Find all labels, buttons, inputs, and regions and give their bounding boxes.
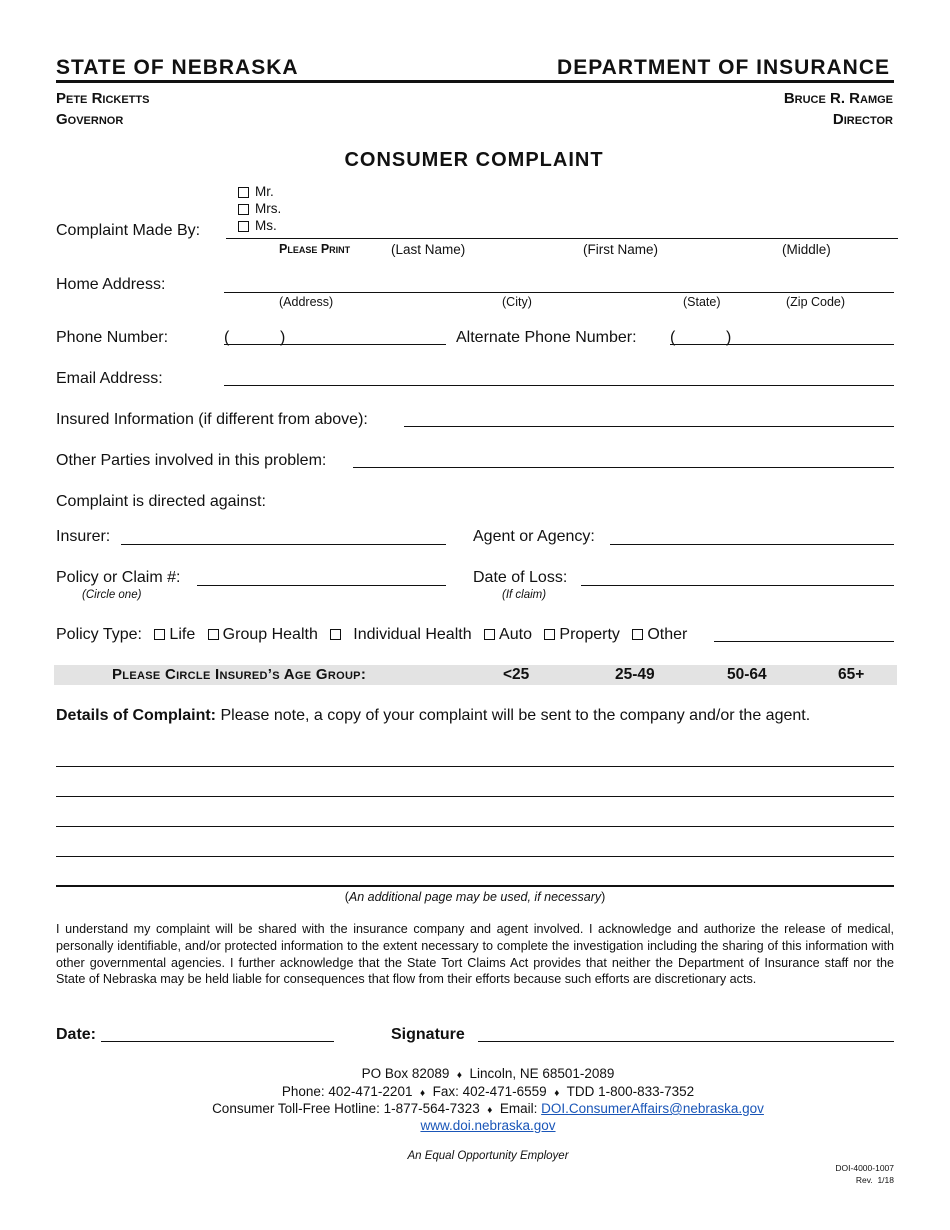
details-label: Details of Complaint: xyxy=(56,707,217,724)
footer-address: PO Box 82089 ♦ Lincoln, NE 68501-2089 xyxy=(361,1066,615,1081)
phone-area-close: ) xyxy=(280,329,286,346)
checkbox-icon[interactable] xyxy=(484,629,495,640)
city-sublabel: (City) xyxy=(502,295,532,309)
insured-info-input[interactable] xyxy=(404,426,894,427)
details-line-1[interactable] xyxy=(56,766,894,767)
policy-type-auto: Auto xyxy=(499,626,532,643)
form-revision: Rev. 1/18 xyxy=(855,1175,894,1185)
signature-label: Signature xyxy=(391,1026,465,1043)
details-line-5[interactable] xyxy=(56,885,894,887)
policy-type-life: Life xyxy=(169,626,196,643)
email-input[interactable] xyxy=(224,385,894,386)
date-input[interactable] xyxy=(101,1041,334,1042)
if-claim-note: (If claim) xyxy=(502,589,547,601)
date-of-loss-label: Date of Loss: xyxy=(473,569,568,586)
checkbox-icon[interactable] xyxy=(238,221,249,232)
salutation-ms[interactable]: Ms. xyxy=(238,218,277,233)
governor-title: Governor xyxy=(56,111,124,128)
footer-hotline: Consumer Toll-Free Hotline: 1-877-564-7323 ♦ Email: DOI.ConsumerAffairs@nebraska.gov xyxy=(212,1101,764,1116)
insured-info-label: Insured Information (if different from above): xyxy=(56,411,368,428)
policy-claim-input[interactable] xyxy=(197,585,446,586)
policy-type-other-input[interactable] xyxy=(714,641,894,642)
form-title: CONSUMER COMPLAINT xyxy=(344,149,604,171)
policy-type-property: Property xyxy=(559,626,620,643)
age-option-under-25[interactable]: <25 xyxy=(503,666,530,683)
form-number: DOI-4000-1007 xyxy=(835,1163,894,1173)
checkbox-icon[interactable] xyxy=(330,629,341,640)
policy-claim-label: Policy or Claim #: xyxy=(56,569,181,586)
additional-page-note: (An additional page may be used, if necessary) xyxy=(344,890,606,904)
agent-label: Agent or Agency: xyxy=(473,528,595,545)
last-name-label: (Last Name) xyxy=(391,242,466,257)
address-sublabel: (Address) xyxy=(279,295,334,309)
equal-opportunity-text: An Equal Opportunity Employer xyxy=(407,1150,569,1162)
alt-phone-input[interactable] xyxy=(670,344,894,345)
agent-input[interactable] xyxy=(610,544,894,545)
zip-sublabel: (Zip Code) xyxy=(786,295,846,309)
footer-phones: Phone: 402-471-2201 ♦ Fax: 402-471-6559 ♦ TDD 1-800-833-7352 xyxy=(281,1084,695,1099)
salutation-mrs[interactable]: Mrs. xyxy=(238,201,281,216)
diamond-icon: ♦ xyxy=(487,1105,493,1116)
insurer-label: Insurer: xyxy=(56,528,111,545)
checkbox-icon[interactable] xyxy=(544,629,555,640)
website-link[interactable]: www.doi.nebraska.gov xyxy=(420,1118,556,1133)
alt-phone-area-close: ) xyxy=(726,329,732,346)
alt-phone-label: Alternate Phone Number: xyxy=(456,329,637,346)
diamond-icon: ♦ xyxy=(419,1088,426,1099)
alt-phone-area-open: ( xyxy=(670,329,676,346)
acknowledgement-text: I understand my complaint will be shared with the insurance company and agent involved. I acknowledge and authorize the release of medical, personally identifiable, and/or protected information to the extent necessary to complete the investigation including the sharing of this information with other governmental agencies. I further acknowledge that the State Tort Claims Act provides that neither the Department of Insurance staff nor the State of Nebraska may be held liable for consequences that flow from their efforts because such efforts are discretionary acts. xyxy=(56,922,894,987)
details-note: Please note, a copy of your complaint will be sent to the company and/or the agent. xyxy=(220,707,811,724)
complaint-made-by-label: Complaint Made By: xyxy=(56,222,201,239)
details-line-3[interactable] xyxy=(56,826,894,827)
age-option-65-plus[interactable]: 65+ xyxy=(838,666,865,683)
age-option-25-49[interactable]: 25-49 xyxy=(615,666,655,683)
email-link[interactable]: DOI.ConsumerAffairs@nebraska.gov xyxy=(541,1101,764,1116)
policy-type-label: Policy Type: xyxy=(56,626,142,643)
state-sublabel: (State) xyxy=(683,295,721,309)
footer-website-row xyxy=(0,1118,950,1133)
signature-input[interactable] xyxy=(478,1041,894,1042)
details-line-4[interactable] xyxy=(56,856,894,857)
date-of-loss-input[interactable] xyxy=(581,585,894,586)
middle-name-label: (Middle) xyxy=(782,242,831,257)
policy-type-group-health: Group Health xyxy=(222,626,318,643)
home-address-label: Home Address: xyxy=(56,276,166,293)
age-option-50-64[interactable]: 50-64 xyxy=(727,666,767,683)
please-print-label: Please Print xyxy=(279,242,351,256)
circle-one-note: (Circle one) xyxy=(82,589,142,601)
phone-label: Phone Number: xyxy=(56,329,169,346)
department-title: DEPARTMENT OF INSURANCE xyxy=(557,56,890,79)
date-label: Date: xyxy=(56,1026,97,1043)
age-group-label: Please Circle Insured’s Age Group: xyxy=(112,666,367,683)
phone-input[interactable] xyxy=(224,344,446,345)
email-label: Email Address: xyxy=(56,370,163,387)
checkbox-icon[interactable] xyxy=(208,629,219,640)
details-heading xyxy=(56,707,810,725)
state-title: STATE OF NEBRASKA xyxy=(56,56,299,79)
governor-name: Pete Ricketts xyxy=(56,90,150,107)
policy-type-other: Other xyxy=(647,626,688,643)
checkbox-icon[interactable] xyxy=(632,629,643,640)
checkbox-icon[interactable] xyxy=(238,204,249,215)
checkbox-icon[interactable] xyxy=(154,629,165,640)
home-address-input[interactable] xyxy=(224,292,894,293)
phone-area-open: ( xyxy=(224,329,230,346)
checkbox-icon[interactable] xyxy=(238,187,249,198)
director-title: Director xyxy=(832,111,893,128)
other-parties-input[interactable] xyxy=(353,467,894,468)
directed-against-label: Complaint is directed against: xyxy=(56,493,266,510)
diamond-icon: ♦ xyxy=(456,1070,463,1081)
director-name: Bruce R. Ramge xyxy=(783,90,893,107)
first-name-label: (First Name) xyxy=(583,242,658,257)
policy-type-individual-health: Individual Health xyxy=(353,626,472,643)
salutation-mr[interactable]: Mr. xyxy=(238,184,274,199)
diamond-icon: ♦ xyxy=(554,1088,560,1099)
name-input-line[interactable] xyxy=(226,238,898,239)
header-rule xyxy=(56,80,894,83)
insurer-input[interactable] xyxy=(121,544,446,545)
other-parties-label: Other Parties involved in this problem: xyxy=(56,452,327,469)
policy-type-row xyxy=(56,626,687,644)
details-line-2[interactable] xyxy=(56,796,894,797)
